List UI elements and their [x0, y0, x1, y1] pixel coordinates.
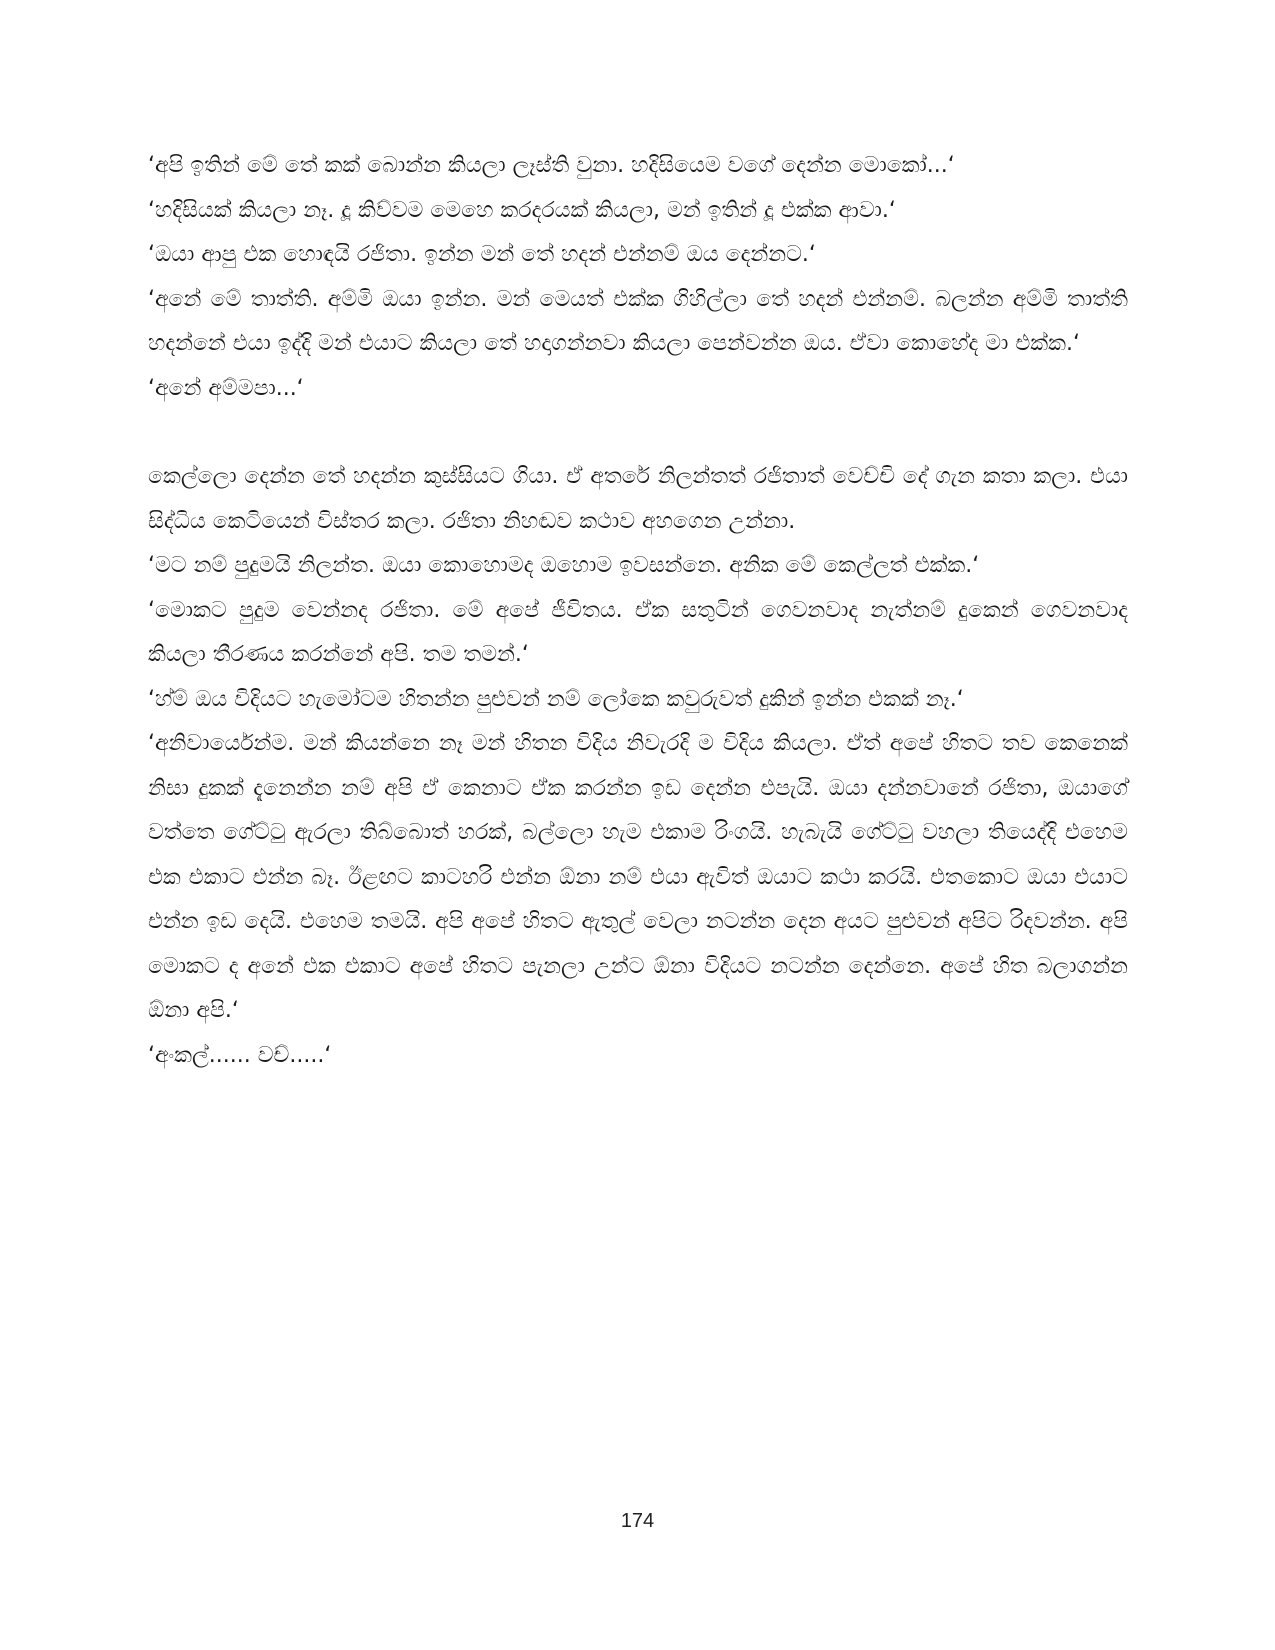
dialogue-paragraph: ‘හදිසියක් කියලා නෑ. දූ කිව්වම මෙහෙ කරදරයක් කියලා, මන් ඉතින් දූ එක්ක ආවා.‘ — [148, 197, 896, 223]
dialogue-paragraph: ‘අංකල්...... වච්.....‘ — [148, 1042, 332, 1068]
dialogue-paragraph: ‘අනේ මේ තාත්ති. අම්මි ඔයා ඉන්න. මන් මෙයත් එක්ක ගිහිල්ලා තේ හදන් එන්නම්. බලන්න අම්මි තාත්ති හදන්නේ එයා ඉද්දි මන් එයාට කියලා තේ හදාගන්නවා කියලා පෙන්වන්න ඔය. ඒවා කොහේද මා එක්ක.‘ — [148, 286, 1128, 356]
section-break — [148, 411, 1128, 455]
dialogue-paragraph: ‘අනේ අම්මපා...‘ — [148, 375, 304, 401]
dialogue-paragraph: ‘අනිවාර්යෙන්ම. මන් කියන්නෙ නෑ මන් හිතන විදිය නිවැරදි ම විදිය කියලා. ඒත් අපේ හිතට තව කෙනෙක් නිසා දුකක් දැනෙන්න නම් අපි ඒ කෙනාට ඒක කරන්න ඉඩ දෙන්න එපැයි. ඔයා දන්නවානේ රජිතා, ඔයාගේ වත්තෙ ගේට්ටු ඇරලා තිබ්බොත් හරක්, බල්ලො හැම එකාම රිංගයි. හැබැයි ගේට්ටු වහලා තියෙද්දි එහෙම එක එකාට එන්න බෑ. ඊළඟට කාටහරි එන්න ඕනා නම් එයා ඇවිත් ඔයාට කථා කරයි. එතකොට ඔයා එයාට එන්න ඉඩ දෙයි. එහෙම තමයි. අපි අපේ හිතට ඇතුල් වෙලා නටන්න දෙන අයට පුළුවන් අපිට රිදවන්න. අපි මොකට ද අනේ එක එකාට අපේ හිතට පැනලා උන්ට ඕනා විදියට නටන්න දෙන්නෙ. අපේ හිත බලාගන්න ඕනා අපි.‘ — [148, 731, 1128, 1023]
page-number: 174 — [620, 1510, 655, 1532]
body-text — [148, 144, 1128, 1078]
dialogue-paragraph: ‘ඔයා ආපු එක හොඳයි රජිතා. ඉන්න මන් තේ හදන් එන්නම් ඔය දෙන්නට.‘ — [148, 242, 816, 267]
dialogue-paragraph: ‘මට නම් පුදුමයි නිලන්ත. ඔයා කොහොමද ඔහොම ඉවසන්නෙ. අනික මේ කෙල්ලත් එක්ක.‘ — [148, 553, 980, 578]
dialogue-paragraph: ‘අපි ඉතින් මේ තේ කක් බොන්න කියලා ලෑස්ති වුනා. හදිසියෙම වගේ දෙන්න මොකෝ...‘ — [148, 153, 955, 178]
narrative-paragraph: කෙල්ලො දෙන්න තේ හදන්න කුස්සියට ගියා. ඒ අතරේ නිලන්තත් රජිතාත් වෙච්චි දේ ගැන කතා කලා. එයා සිද්ධිය කෙටියෙන් විස්තර කලා. රජිතා නිහඬව කථාව අහගෙන උන්නා. — [148, 464, 1128, 534]
dialogue-paragraph: ‘හ්ම් ඔය විදියට හැමෝටම හිතන්න පුළුවන් නම් ලෝකෙ කවුරුවත් දුකින් ඉන්න එකක් නෑ.‘ — [148, 686, 964, 712]
dialogue-paragraph: ‘මොකට පුදුම වෙන්නද රජිතා. මේ අපේ ජීවිතය. ඒක සතුටින් ගෙවනවාද නැත්නම් දුකෙන් ගෙවනවාද කියලා තීරණය කරන්නේ අපි. තම තමන්.‘ — [148, 597, 1128, 667]
